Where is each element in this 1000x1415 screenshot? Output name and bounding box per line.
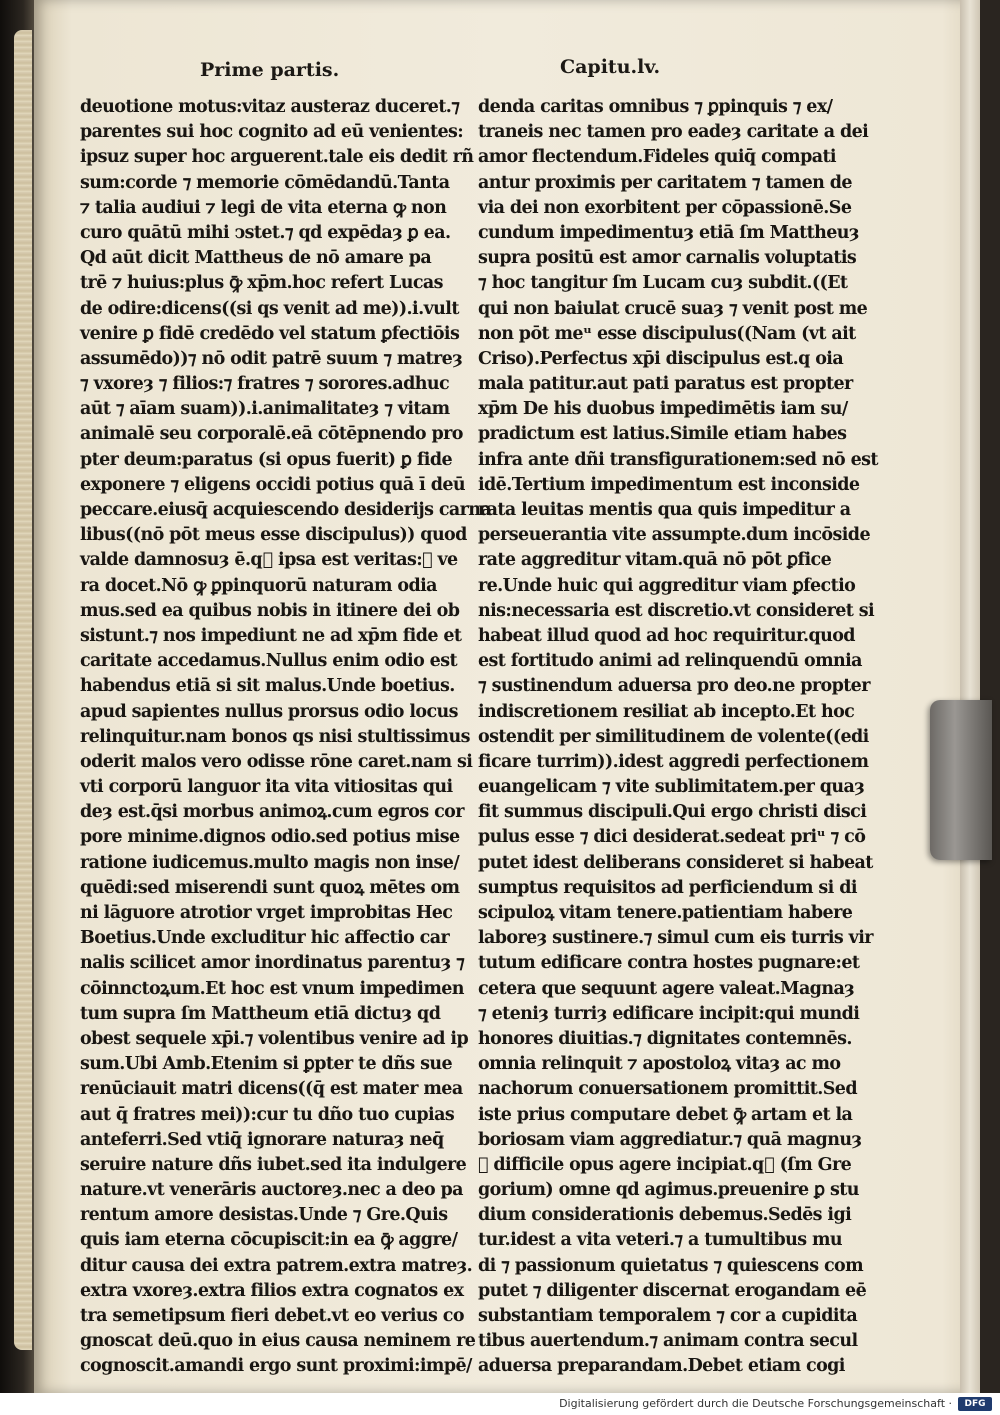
text-line: cōinnctoꝝum.Et hoc est vnum impedimen <box>80 978 464 999</box>
text-line: ⁊ sustinendum aduersa pro deo.ne propter <box>478 676 870 697</box>
text-line: mus.sed ea quibus nobis in itinere dei ob <box>80 600 460 621</box>
text-line: substantiam temporalem ⁊ cor a cupidita <box>478 1306 858 1326</box>
text-line: laboreȝ sustinere.⁊ simul cum eis turris vir <box>478 928 873 949</box>
text-line: trē ⁊ huius:plus ꝙ̄ xp̄m.hoc refert Lucas <box>80 273 443 294</box>
text-line: gnoscat deū.quo in eius causa neminem re <box>80 1331 476 1352</box>
text-line: ipsuz super hoc arguerent.tale eis dedit rñ <box>80 147 474 168</box>
text-line: ratione iudicemus.multo magis non inse/ <box>80 852 460 873</box>
text-line: est fortitudo animi ad relinquendū omnia <box>478 651 862 672</box>
text-line: omnia relinquit ⁊ apostoloꝝ vitaȝ ac mo <box>478 1054 841 1075</box>
text-line: deȝ est.q̄si morbus animoꝝ.cum egros cor <box>80 802 464 823</box>
text-line: curo quātū mihi ↄstet.⁊ qd expēdaȝ ꝑ ea. <box>80 222 451 243</box>
text-line: venire ꝑ fidē credēdo vel statum ꝑfectiōis <box>80 323 460 344</box>
text-line: seruire nature dñs iubet.sed ita indulgere <box>80 1154 467 1175</box>
text-line: euangelicam ⁊ vite sublimitatem.per quaȝ <box>478 777 865 798</box>
text-line: habeat illud quod ad hoc requiritur.quod <box>478 625 855 646</box>
text-line: nalis scilicet amor inordinatus parentuȝ ⁊ <box>80 953 465 974</box>
text-line: ficare turrim)).idest aggredi perfectionem <box>478 751 869 772</box>
text-line: quēdi:sed miserendi sunt quoꝝ mētes om <box>80 877 460 898</box>
text-line: indiscretionem resiliat ab incepto.Et hoc <box>478 701 855 722</box>
text-line: exponere ⁊ eligens occidi potius quā ī deū <box>80 474 465 495</box>
text-line: perseuerantia vite assumpte.dum incōside <box>478 525 870 546</box>
text-line: boriosam viam aggrediatur.⁊ quā magnuȝ <box>478 1129 862 1150</box>
text-line: honores diuitias.⁊ dignitates contemnēs. <box>478 1028 852 1049</box>
text-line: tibus auertendum.⁊ animam contra secul <box>478 1331 858 1352</box>
text-line: ni lāguore atrotior vrget improbitas Hec <box>80 903 453 923</box>
text-line: iste prius computare debet ꝙ̄ artam et la <box>478 1104 853 1125</box>
text-line: ostendit per similitudinem de volente((edi <box>478 726 869 747</box>
text-line: idē.Tertium impedimentum est inconside <box>478 474 860 495</box>
running-header <box>0 56 1000 86</box>
text-line: gorium) omne qd agimus.preuenire ꝑ stu <box>478 1180 859 1201</box>
text-line: obest sequele xp̄i.⁊ volentibus venire ad ip <box>80 1028 469 1049</box>
text-line: ⁊ difficile opus agere incipiat.q᷑ (ſm Gre <box>478 1154 852 1175</box>
text-line: Qd aūt dicit Mattheus de nō amare pa <box>80 248 432 269</box>
funding-credit: Digitalisierung gefördert durch die Deutsche Forschungsgemeinschaft · <box>559 1397 952 1410</box>
text-line: renūciauit matri dicens((q̄ est mater mea <box>80 1079 463 1100</box>
text-line: rentum amore desistas.Unde ⁊ Gre.Quis <box>80 1205 448 1226</box>
text-line: supra positū est amor carnalis voluptatis <box>478 248 857 269</box>
text-line: tutum edificare contra hostes pugnare:et <box>478 953 860 974</box>
text-line: apud sapientes nullus prorsus odio locus <box>80 701 458 722</box>
text-line: ⁊ talia audiui ⁊ legi de vita eterna ꝙ non <box>80 197 447 218</box>
page-fore-edge <box>960 0 980 1393</box>
text-line: ⁊ eteniȝ turriȝ edificare incipit:qui mundi <box>478 1003 860 1024</box>
text-line: antur proximis per caritatem ⁊ tamen de <box>478 172 852 193</box>
text-line: aut q̄ fratres mei)):cur tu dño tuo cupias <box>80 1104 455 1125</box>
text-line: relinquitur.nam bonos qs nisi stultissimus <box>80 726 470 747</box>
text-line: sum.Ubi Amb.Etenim si ꝑpter te dñs sue <box>80 1054 452 1075</box>
running-header-left: Prime partis. <box>200 59 340 81</box>
text-column-left <box>80 95 492 1380</box>
footer-bar <box>0 1393 1000 1415</box>
text-line: pulus esse ⁊ dici desiderat.sedeat priᵘ ⁊ cō <box>478 827 866 848</box>
text-line: habendus etiā si sit malus.Unde boetius. <box>80 676 455 697</box>
text-line: re.Unde huic qui aggreditur viam ꝑfectio <box>478 575 856 596</box>
text-line: oderit malos vero odisse rōne caret.nam si <box>80 751 473 772</box>
text-line: qui non baiulat crucē suaȝ ⁊ venit post me <box>478 298 868 319</box>
text-line: nachorum conuersationem promittit.Sed <box>478 1079 857 1100</box>
page-clip <box>930 700 992 860</box>
text-line: caritate accedamus.Nullus enim odio est <box>80 651 457 672</box>
text-line: nature.vt venerāris auctoreȝ.nec a deo pa <box>80 1180 463 1201</box>
text-line: ⁊ vxoreȝ ⁊ filios:⁊ fratres ⁊ sorores.adhuc <box>80 374 450 395</box>
text-line: parentes sui hoc cognito ad eū venientes: <box>80 122 464 143</box>
text-line: tur.idest a vita veteri.⁊ a tumultibus mu <box>478 1230 842 1251</box>
text-line: ⁊ hoc tangitur ſm Lucam cuȝ subdit.((Et <box>478 273 848 294</box>
text-line: dium considerationis debemus.Sedēs igi <box>478 1205 852 1226</box>
text-line: via dei non exorbitent per cōpassionē.Se <box>478 197 852 218</box>
text-line: fit summus discipuli.Qui ergo christi disci <box>478 802 867 823</box>
text-line: xp̄m De his duobus impedimētis iam su/ <box>478 399 848 420</box>
text-line: anteferri.Sed vtiq̄ ignorare naturaȝ neq̄ <box>80 1129 444 1150</box>
text-line: rate aggreditur vitam.quā nō pōt ꝑfice <box>478 550 832 571</box>
text-line: ditur causa dei extra patrem.extra matreȝ. <box>80 1255 473 1276</box>
text-line: rata leuitas mentis qua quis impeditur a <box>478 500 851 520</box>
text-line: cetera que sequunt agere valeat.Magnaȝ <box>478 978 855 999</box>
text-line: peccare.eiusq̄ acquiescendo desiderijs carna <box>80 500 492 520</box>
text-line: mala patitur.aut pati paratus est propter <box>478 374 853 395</box>
text-line: sumptus requisitos ad perficiendum si di <box>478 877 857 898</box>
text-line: Criso).Perfectus xp̄i discipulus est.q oia <box>478 348 844 369</box>
text-line: animalē seu corporalē.eā cōtēpnendo pro <box>80 424 463 445</box>
dfg-logo: DFG <box>958 1397 992 1411</box>
text-line: libus((nō pōt meus esse discipulus)) quod <box>80 525 467 546</box>
text-line: pore minime.dignos odio.sed potius mise <box>80 827 460 848</box>
text-line: aduersa preparandam.Debet etiam cogi <box>478 1356 845 1377</box>
text-line: tra semetipsum fieri debet.vt eo verius co <box>80 1306 464 1326</box>
text-line: ra docet.Nō ꝙ ꝑpinquorū naturam odia <box>80 575 437 596</box>
text-line: infra ante dñi transfigurationem:sed nō est <box>478 449 878 470</box>
text-line: sum:corde ⁊ memorie cōmēdandū.Tanta <box>80 172 450 193</box>
text-line: scipuloꝝ vitam tenere.patientiam habere <box>478 903 853 923</box>
text-line: non pōt meᵘ esse discipulus((Nam (vt ait <box>478 323 856 344</box>
text-line: traneis nec tamen pro eadeȝ caritate a dei <box>478 122 869 143</box>
text-line: putet idest deliberans consideret si habeat <box>478 852 873 873</box>
text-line: quis iam eterna cōcupiscit:in ea ꝙ̄ aggre/ <box>80 1230 458 1251</box>
text-line: assumēdo))⁊ nō odit patrē suum ⁊ matreȝ <box>80 348 463 369</box>
text-line: cognoscit.amandi ergo sunt proximi:impē/ <box>80 1356 472 1377</box>
text-line: vti corporū languor ita vita vitiositas qui <box>80 777 453 798</box>
text-line: extra vxoreȝ.extra filios extra cognatos ex <box>80 1280 464 1301</box>
text-line: tum supra ſm Mattheum etiā dictuȝ qd <box>80 1003 441 1024</box>
text-line: denda caritas omnibus ⁊ ꝑpinquis ⁊ ex/ <box>478 97 833 117</box>
text-line: cundum impedimentuȝ etiā ſm Mattheuȝ <box>478 222 859 243</box>
text-line: deuotione motus:vitaz austeraz duceret.⁊ <box>80 97 460 117</box>
text-line: sistunt.⁊ nos impediunt ne ad xp̄m fide et <box>80 625 462 646</box>
running-header-right: Capitu.lv. <box>560 56 661 78</box>
text-line: pter deum:paratus (si opus fuerit) ꝑ fide <box>80 449 453 470</box>
facing-page-edge <box>14 30 32 1350</box>
text-line: di ⁊ passionum quietatus ⁊ quiescens com <box>478 1255 864 1276</box>
text-line: aūt ⁊ aīam suam)).i.animalitateȝ ⁊ vitam <box>80 399 450 420</box>
text-line: nis:necessaria est discretio.vt consideret si <box>478 600 875 621</box>
text-line: valde damnosuȝ ē.q᷑ ipsa est veritas:⁊ ve <box>80 550 458 571</box>
text-column-right <box>478 95 878 1380</box>
text-line: putet ⁊ diligenter discernat erogandam eē <box>478 1280 867 1301</box>
text-line: de odire:dicens((si qs venit ad me)).i.vult <box>80 298 459 319</box>
text-line: amor flectendum.Fideles quiq̄ compati <box>478 147 836 168</box>
text-line: Boetius.Unde excluditur hic affectio car <box>80 928 450 949</box>
text-line: pradictum est latius.Simile etiam habes <box>478 424 847 445</box>
